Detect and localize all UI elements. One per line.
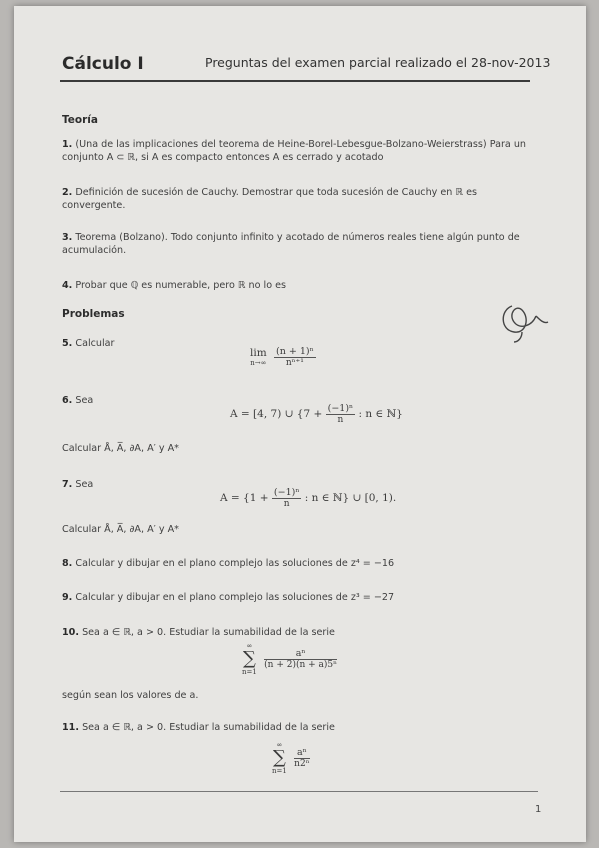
fraction-denominator: nⁿ⁺¹ <box>285 358 304 368</box>
series-fraction <box>294 747 309 769</box>
fraction-numerator: aⁿ <box>264 648 337 660</box>
question-number: 6. <box>62 395 73 406</box>
formula-left: A = [4, 7) ∪ {7 + <box>230 408 323 420</box>
fraction-numerator: aⁿ <box>294 747 309 759</box>
question-5 <box>62 337 114 350</box>
exam-subtitle: Preguntas del examen parcial realizado el 28-nov-2013 <box>205 55 551 70</box>
series-fraction <box>264 648 337 670</box>
set-fraction <box>272 487 302 509</box>
question-10 <box>62 626 532 639</box>
sigma-symbol: ∑ <box>272 747 286 768</box>
question-7-task: Calcular Å, A̅, ∂A, A′ y A* <box>62 524 179 535</box>
sum-lower-limit: n=1 <box>272 767 287 775</box>
fraction-denominator: n <box>283 499 290 509</box>
question-1 <box>62 138 532 164</box>
formula-set-7 <box>220 487 396 509</box>
question-number: 10. <box>62 627 79 638</box>
question-text: Sea <box>75 395 94 406</box>
question-text: Definición de sucesión de Cauchy. Demostrar que toda sucesión de Cauchy en ℝ es convergente. <box>62 187 477 211</box>
lim-operator: lim <box>250 347 267 359</box>
question-3 <box>62 231 532 257</box>
exam-page <box>14 6 586 842</box>
formula-series-10 <box>242 642 337 676</box>
question-text: Sea <box>75 479 94 490</box>
limit-fraction <box>274 346 316 368</box>
fraction-numerator: (n + 1)ⁿ <box>276 346 314 357</box>
fraction-numerator: (−1)ⁿ <box>327 403 354 414</box>
fraction-denominator: n2ⁿ <box>294 759 310 769</box>
formula-right: : n ∈ ℕ} ∪ [0, 1). <box>304 492 397 504</box>
question-6-task: Calcular Å, A̅, ∂A, A′ y A* <box>62 443 179 454</box>
question-text: Calcular <box>75 338 115 349</box>
sum-upper-limit: ∞ <box>246 642 253 650</box>
question-text: Calcular y dibujar en el plano complejo las soluciones de z³ = −27 <box>75 592 395 603</box>
question-number: 2. <box>62 187 73 198</box>
question-2 <box>62 186 532 212</box>
question-number: 1. <box>62 139 73 150</box>
section-problemas: Problemas <box>62 308 125 320</box>
lim-subscript: n→∞ <box>250 359 267 367</box>
section-teoria: Teoría <box>62 114 98 126</box>
formula-set-6 <box>230 403 403 425</box>
formula-right: : n ∈ ℕ} <box>358 408 403 420</box>
question-number: 11. <box>62 722 79 733</box>
question-11 <box>62 721 532 734</box>
question-text: Teorema (Bolzano). Todo conjunto infinito y acotado de números reales tiene algún punto de acumulación. <box>62 232 520 256</box>
footer-rule <box>60 791 538 792</box>
formula-limit <box>250 346 316 368</box>
question-number: 8. <box>62 558 73 569</box>
question-number: 7. <box>62 479 73 490</box>
question-number: 3. <box>62 232 73 243</box>
fraction-denominator: n <box>337 415 344 425</box>
question-6 <box>62 394 93 407</box>
page-number: 1 <box>535 804 542 815</box>
question-4 <box>62 279 532 292</box>
question-9 <box>62 591 532 604</box>
question-text: (Una de las implicaciones del teorema de Heine-Borel-Lebesgue-Bolzano-Weierstrass) Para un conjunto A ⊂ ℝ, si A es compacto entonces A es cerrado y acotado <box>62 139 526 163</box>
set-fraction <box>326 403 356 425</box>
fraction-denominator: (n + 2)(n + a)5ⁿ <box>264 660 338 670</box>
question-8 <box>62 557 532 570</box>
question-number: 9. <box>62 592 73 603</box>
formula-series-11 <box>272 741 310 775</box>
handwritten-signature <box>492 296 552 346</box>
question-number: 4. <box>62 280 73 291</box>
sigma-symbol: ∑ <box>242 648 256 669</box>
sum-lower-limit: n=1 <box>242 668 257 676</box>
formula-left: A = {1 + <box>220 492 269 504</box>
question-number: 5. <box>62 338 73 349</box>
question-text: Calcular y dibujar en el plano complejo las soluciones de z⁴ = −16 <box>75 558 395 569</box>
question-text: Sea a ∈ ℝ, a > 0. Estudiar la sumabilidad de la serie <box>82 627 335 638</box>
question-10-tail: según sean los valores de a. <box>62 690 199 701</box>
sum-upper-limit: ∞ <box>276 741 283 749</box>
question-text: Sea a ∈ ℝ, a > 0. Estudiar la sumabilidad de la serie <box>82 722 335 733</box>
course-title: Cálculo I <box>62 54 144 74</box>
question-7 <box>62 478 93 491</box>
header-rule <box>60 80 530 82</box>
question-text: Probar que ℚ es numerable, pero ℝ no lo es <box>75 280 287 291</box>
fraction-numerator: (−1)ⁿ <box>273 487 300 498</box>
